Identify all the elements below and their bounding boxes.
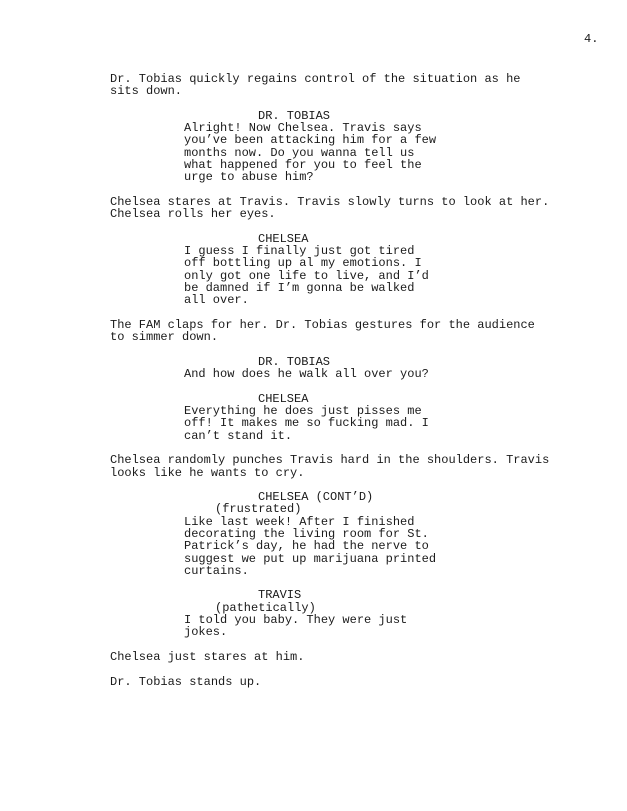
screenplay-body <box>110 73 590 700</box>
action-paragraph <box>110 651 590 663</box>
dialogue-line: jokes. <box>184 625 228 640</box>
dialogue-line: suggest we put up marijuana printed <box>184 551 437 566</box>
dialogue-line: what happened for you to feel the <box>184 158 422 173</box>
dialogue-line: Patrick’s day, he had the nerve to <box>184 539 429 554</box>
dialogue-line: only got one life to live, and I’d <box>184 268 429 283</box>
action-line: Chelsea just stares at him. <box>110 649 305 664</box>
dialogue-line: Alright! Now Chelsea. Travis says <box>184 121 422 136</box>
dialogue-block <box>110 110 590 184</box>
action-paragraph <box>110 676 590 688</box>
dialogue-line: off! It makes me so fucking mad. I <box>184 416 429 431</box>
dialogue-block <box>110 356 590 381</box>
dialogue-line: can’t stand it. <box>184 428 293 443</box>
action-paragraph <box>110 196 590 221</box>
action-line: Dr. Tobias quickly regains control of the situation as he <box>110 72 521 86</box>
character-name: CHELSEA (CONT’D) <box>258 490 374 505</box>
dialogue-block <box>110 491 590 577</box>
dialogue-line: Everything he does just pisses me <box>184 404 422 419</box>
dialogue-line: And how does he walk all over you? <box>184 367 429 382</box>
action-line: looks like he wants to cry. <box>110 465 305 480</box>
dialogue-line: Like last week! After I finished <box>184 514 415 529</box>
action-line: Chelsea randomly punches Travis hard in the shoulders. Travis <box>110 453 550 468</box>
dialogue-line: I told you baby. They were just <box>184 613 408 628</box>
character-name: DR. TOBIAS <box>258 354 331 369</box>
dialogue-block <box>110 393 590 442</box>
action-line: Chelsea rolls her eyes. <box>110 207 276 222</box>
character-name: CHELSEA <box>258 391 309 406</box>
action-line: The FAM claps for her. Dr. Tobias gestures for the audience <box>110 317 535 332</box>
action-line: sits down. <box>110 84 183 99</box>
dialogue-line: curtains. <box>184 563 249 578</box>
dialogue-line: decorating the living room for St. <box>184 526 429 541</box>
parenthetical: (frustrated) <box>215 502 302 517</box>
character-name: CHELSEA <box>258 231 309 246</box>
dialogue-line: I guess I finally just got tired <box>184 244 415 259</box>
dialogue-line: you’ve been attacking him for a few <box>184 133 437 148</box>
dialogue-line: off bottling up al my emotions. I <box>184 256 422 271</box>
character-name: TRAVIS <box>258 588 302 603</box>
action-line: Chelsea stares at Travis. Travis slowly turns to look at her. <box>110 194 550 209</box>
action-paragraph <box>110 319 590 344</box>
action-line: Dr. Tobias stands up. <box>110 674 262 689</box>
dialogue-line: urge to abuse him? <box>184 170 314 185</box>
action-paragraph <box>110 73 590 98</box>
dialogue-block <box>110 589 590 638</box>
action-paragraph <box>110 454 590 479</box>
dialogue-line: months now. Do you wanna tell us <box>184 145 415 160</box>
character-name: DR. TOBIAS <box>258 108 331 123</box>
dialogue-line: all over. <box>184 293 249 308</box>
parenthetical: (pathetically) <box>215 600 316 615</box>
dialogue-line: be damned if I’m gonna be walked <box>184 281 415 296</box>
page-number: 4. <box>584 32 599 46</box>
dialogue-block <box>110 233 590 307</box>
action-line: to simmer down. <box>110 330 219 345</box>
